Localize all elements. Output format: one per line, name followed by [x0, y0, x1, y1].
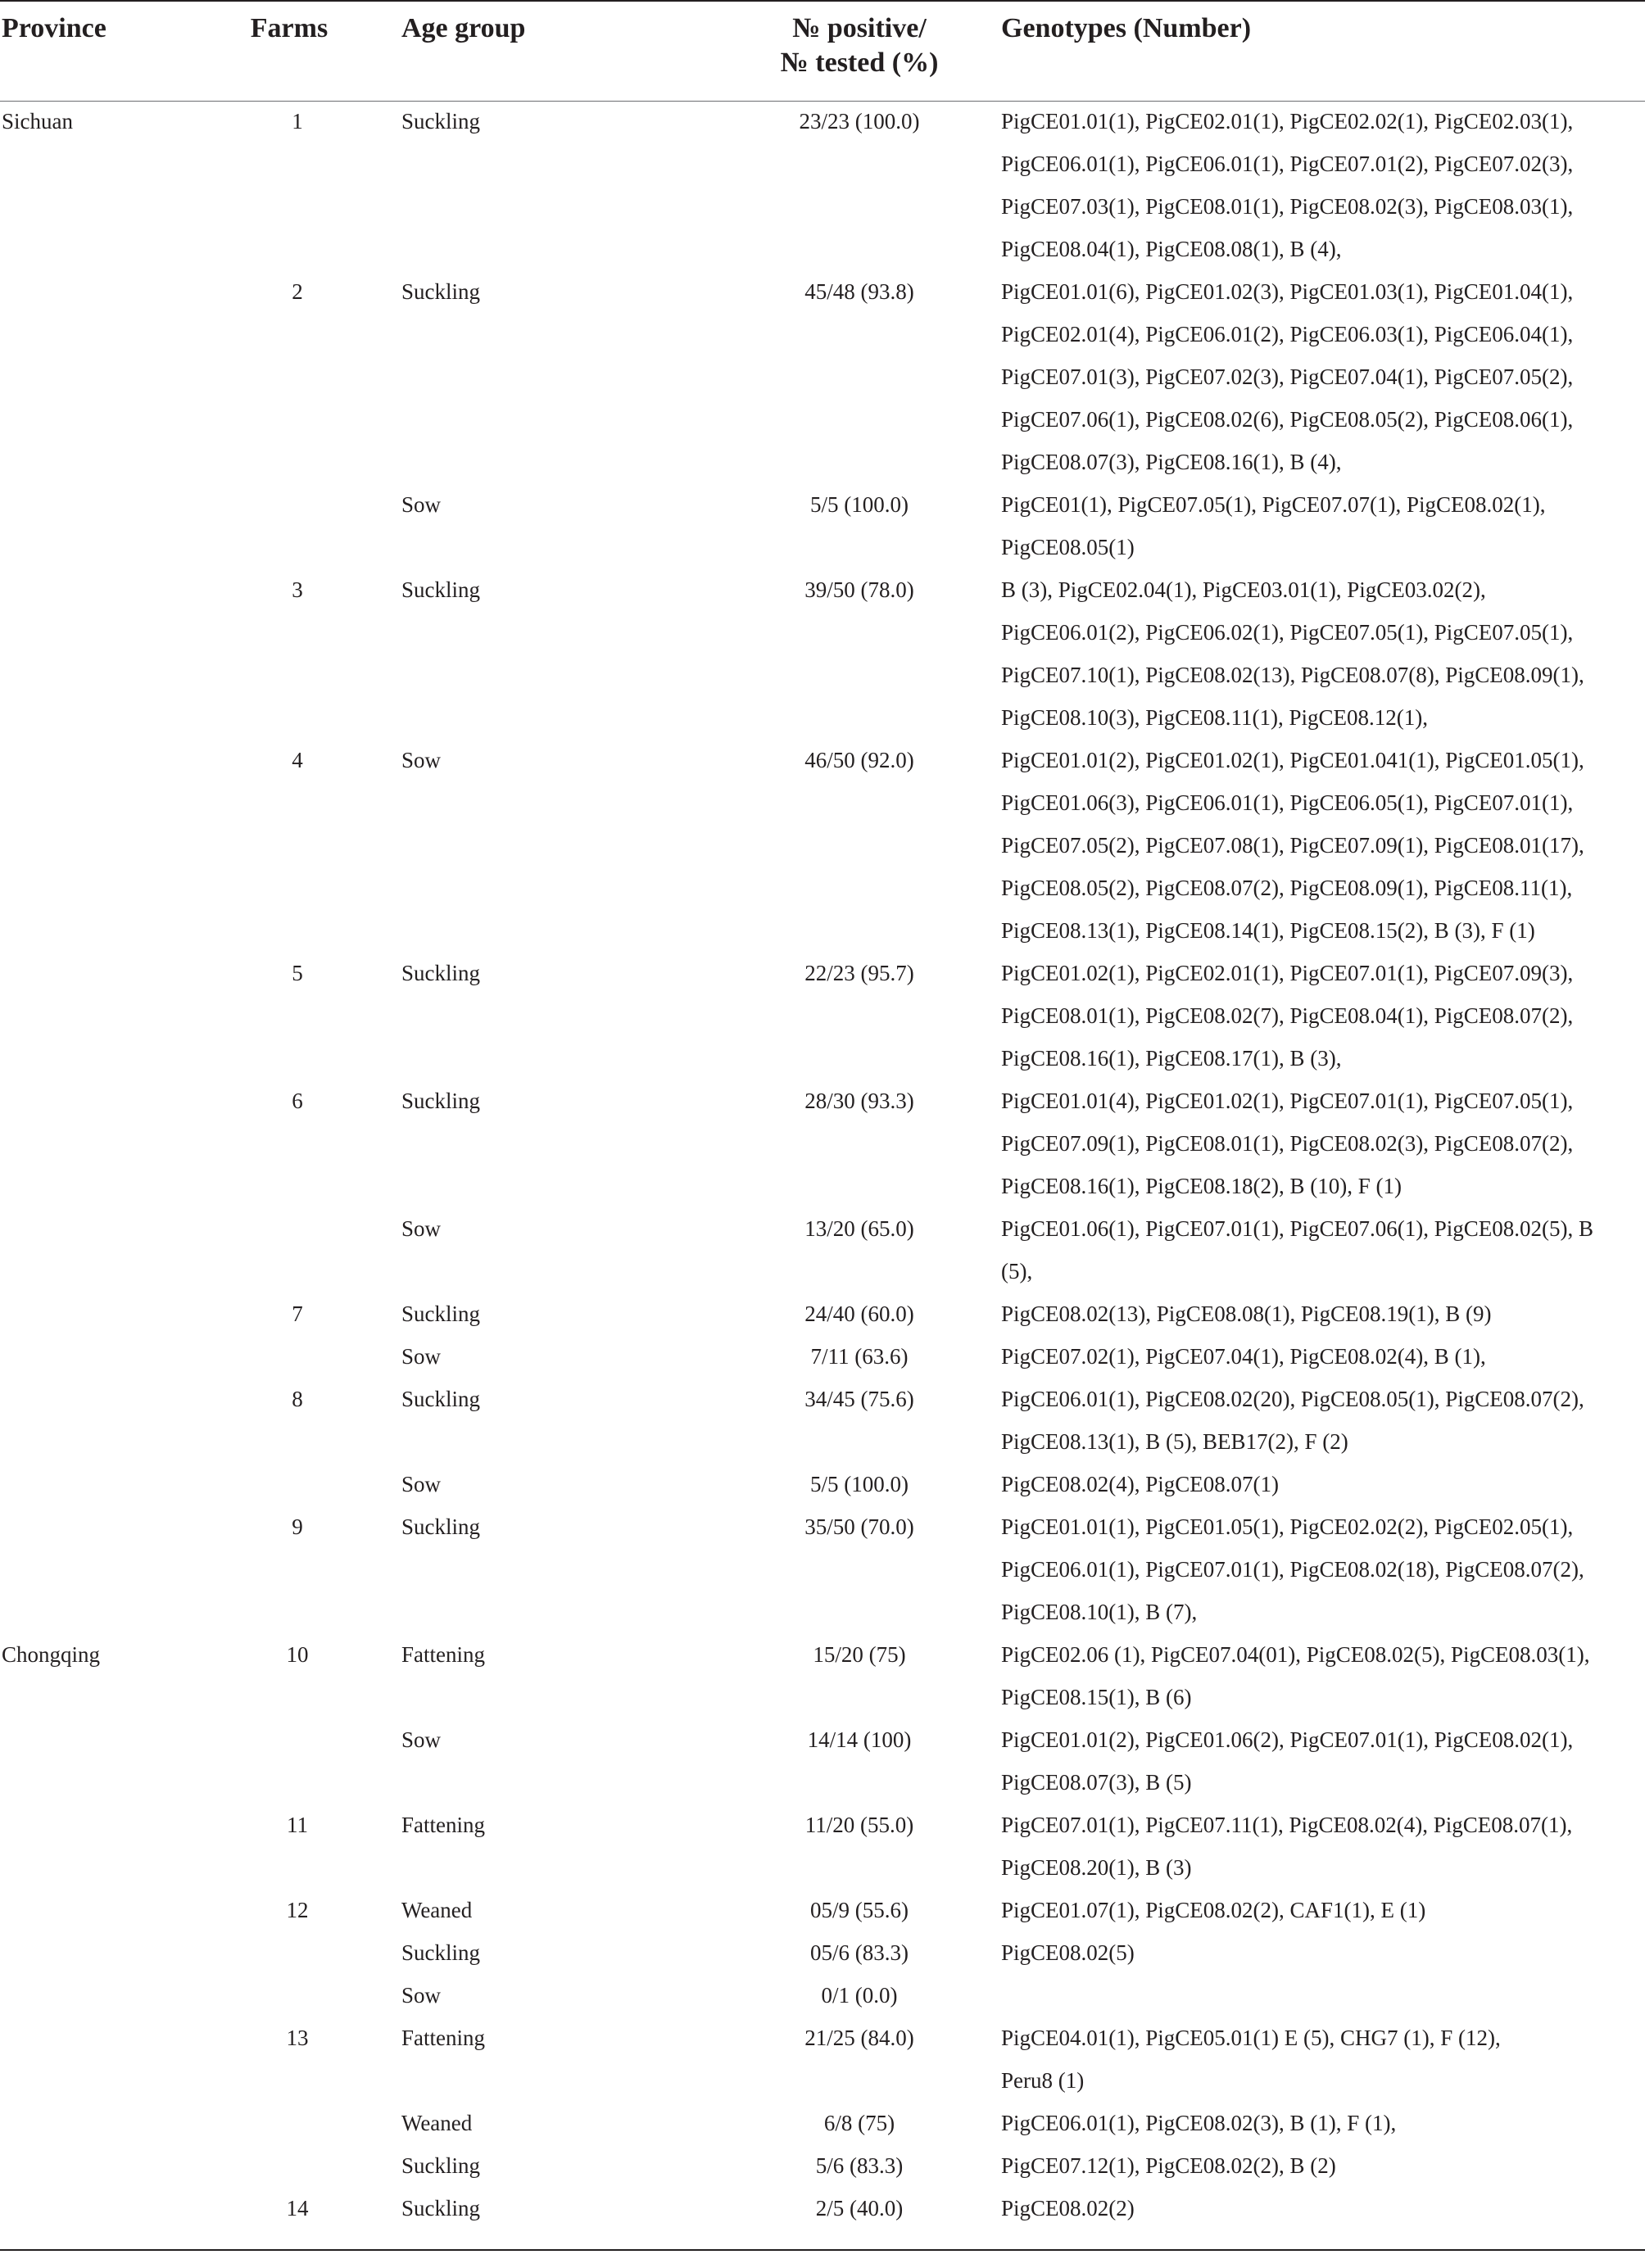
genotype-line: PigCE08.13(1), PigCE08.14(1), PigCE08.15(2), B (3), F (1) — [1001, 918, 1535, 943]
genotype-line: PigCE02.01(4), PigCE06.01(2), PigCE06.03(1), PigCE06.04(1), — [1001, 322, 1574, 346]
age-group-cell: Suckling — [401, 1514, 481, 1539]
age-group-cell: Suckling — [401, 1089, 481, 1113]
genotype-line: PigCE01.01(2), PigCE01.06(2), PigCE07.01(1), PigCE08.02(1), — [1001, 1727, 1574, 1752]
genotype-line: Peru8 (1) — [1001, 2068, 1085, 2093]
positive-tested-cell: 23/23 (100.0) — [799, 109, 920, 134]
positive-tested-cell: 6/8 (75) — [823, 2111, 895, 2135]
positive-tested-cell: 21/25 (84.0) — [804, 2026, 914, 2050]
header-farms: Farms — [250, 13, 329, 43]
genotypes-cell — [1001, 568, 1640, 739]
genotype-line: PigCE08.02(2) — [1001, 2196, 1135, 2220]
age-group-cell: Suckling — [401, 1301, 481, 1326]
farm-cell: 7 — [292, 1301, 303, 1326]
age-group-cell: Weaned — [401, 2111, 473, 2135]
positive-tested-cell: 05/6 (83.3) — [810, 1940, 909, 1965]
age-group-cell: Suckling — [401, 961, 481, 985]
genotype-line: PigCE07.01(1), PigCE07.11(1), PigCE08.02(4), PigCE08.07(1), — [1001, 1813, 1573, 1837]
positive-tested-cell: 2/5 (40.0) — [815, 2196, 904, 2220]
genotype-line: PigCE07.09(1), PigCE08.01(1), PigCE08.02(3), PigCE08.07(2), — [1001, 1131, 1574, 1156]
farm-cell: 3 — [292, 577, 303, 602]
farm-cell: 11 — [287, 1813, 308, 1837]
genotypes-cell — [1001, 2144, 1640, 2187]
farm-cell: 9 — [292, 1514, 303, 1539]
genotype-line: PigCE01.06(1), PigCE07.01(1), PigCE07.06(1), PigCE08.02(5), B — [1001, 1216, 1594, 1241]
positive-tested-cell: 45/48 (93.8) — [804, 279, 914, 304]
genotype-line: PigCE06.01(1), PigCE07.01(1), PigCE08.02(18), PigCE08.07(2), — [1001, 1557, 1584, 1582]
age-group-cell: Suckling — [401, 1940, 481, 1965]
positive-tested-cell: 24/40 (60.0) — [804, 1301, 914, 1326]
genotypes-cell — [1001, 1718, 1640, 1804]
genotypes-cell — [1001, 2187, 1640, 2230]
genotype-line: PigCE06.01(1), PigCE06.01(1), PigCE07.01(2), PigCE07.02(3), — [1001, 152, 1574, 176]
header-age-group: Age group — [401, 13, 526, 43]
genotype-line: PigCE07.05(2), PigCE07.08(1), PigCE07.09(1), PigCE08.01(17), — [1001, 833, 1584, 858]
genotypes-cell — [1001, 2102, 1640, 2144]
genotype-line: PigCE08.13(1), B (5), BEB17(2), F (2) — [1001, 1429, 1348, 1454]
age-group-cell: Suckling — [401, 279, 481, 304]
genotype-line: PigCE08.04(1), PigCE08.08(1), B (4), — [1001, 237, 1342, 261]
top-rule — [0, 0, 1645, 2]
genotypes-cell — [1001, 739, 1640, 952]
positive-tested-cell: 7/11 (63.6) — [810, 1344, 909, 1369]
genotype-line: PigCE08.02(4), PigCE08.07(1) — [1001, 1472, 1280, 1496]
genotypes-cell — [1001, 1378, 1640, 1463]
age-group-cell: Sow — [401, 1472, 442, 1496]
genotype-line: PigCE01.01(1), PigCE01.05(1), PigCE02.02(2), PigCE02.05(1), — [1001, 1514, 1574, 1539]
genotype-line: PigCE06.01(2), PigCE06.02(1), PigCE07.05(1), PigCE07.05(1), — [1001, 620, 1574, 645]
age-group-cell: Sow — [401, 1983, 442, 2008]
genotype-line: PigCE07.02(1), PigCE07.04(1), PigCE08.02(4), B (1), — [1001, 1344, 1486, 1369]
genotypes-cell — [1001, 270, 1640, 483]
genotypes-cell — [1001, 1633, 1640, 1718]
genotypes-cell — [1001, 1889, 1640, 1931]
age-group-cell: Fattening — [401, 1813, 485, 1837]
genotype-line: PigCE01(1), PigCE07.05(1), PigCE07.07(1), PigCE08.02(1), — [1001, 492, 1546, 517]
genotype-line: PigCE08.01(1), PigCE08.02(7), PigCE08.04(1), PigCE08.07(2), — [1001, 1003, 1574, 1028]
farm-cell: 13 — [286, 2026, 309, 2050]
positive-tested-cell: 05/9 (55.6) — [810, 1898, 909, 1922]
positive-tested-cell: 5/5 (100.0) — [810, 1472, 909, 1496]
positive-tested-cell: 39/50 (78.0) — [804, 577, 914, 602]
header-positive-line2: № tested (%) — [780, 48, 939, 78]
age-group-cell: Suckling — [401, 1387, 481, 1411]
genotype-line: PigCE08.10(3), PigCE08.11(1), PigCE08.12(1), — [1001, 705, 1429, 730]
age-group-cell: Sow — [401, 1727, 442, 1752]
genotype-line: PigCE02.06 (1), PigCE07.04(01), PigCE08.02(5), PigCE08.03(1), — [1001, 1642, 1590, 1667]
genotypes-cell — [1001, 952, 1640, 1080]
farm-cell: 10 — [286, 1642, 309, 1667]
genotype-line: PigCE07.01(3), PigCE07.02(3), PigCE07.04(1), PigCE07.05(2), — [1001, 364, 1574, 389]
genotype-line: PigCE07.03(1), PigCE08.01(1), PigCE08.02(3), PigCE08.03(1), — [1001, 194, 1574, 219]
positive-tested-cell: 5/6 (83.3) — [815, 2153, 904, 2178]
genotype-line: PigCE01.01(2), PigCE01.02(1), PigCE01.041(1), PigCE01.05(1), — [1001, 748, 1584, 772]
genotype-line: PigCE07.06(1), PigCE08.02(6), PigCE08.05(2), PigCE08.06(1), — [1001, 407, 1574, 432]
positive-tested-cell: 34/45 (75.6) — [804, 1387, 914, 1411]
age-group-cell: Suckling — [401, 577, 481, 602]
header-positive-tested — [698, 11, 1021, 80]
genotypes-cell — [1001, 1080, 1640, 1207]
genotypes-cell — [1001, 1335, 1640, 1378]
positive-tested-cell: 14/14 (100) — [807, 1727, 912, 1752]
genotypes-cell — [1001, 2017, 1640, 2102]
age-group-cell: Suckling — [401, 2196, 481, 2220]
age-group-cell: Sow — [401, 748, 442, 772]
positive-tested-cell: 46/50 (92.0) — [804, 748, 914, 772]
genotypes-cell — [1001, 1931, 1640, 1974]
genotype-line: PigCE08.10(1), B (7), — [1001, 1600, 1198, 1624]
genotype-line: PigCE01.01(4), PigCE01.02(1), PigCE07.01(1), PigCE07.05(1), — [1001, 1089, 1574, 1113]
age-group-cell: Weaned — [401, 1898, 473, 1922]
age-group-cell: Fattening — [401, 1642, 485, 1667]
genotype-line: B (3), PigCE02.04(1), PigCE03.01(1), PigCE03.02(2), — [1001, 577, 1486, 602]
genotype-line: PigCE01.01(6), PigCE01.02(3), PigCE01.03(1), PigCE01.04(1), — [1001, 279, 1574, 304]
genotypes-cell — [1001, 1292, 1640, 1335]
genotype-line: PigCE04.01(1), PigCE05.01(1) E (5), CHG7 (1), F (12), — [1001, 2026, 1501, 2050]
genotype-line: PigCE08.05(2), PigCE08.07(2), PigCE08.09(1), PigCE08.11(1), — [1001, 876, 1573, 900]
genotypes-cell — [1001, 1505, 1640, 1633]
bottom-rule — [0, 2249, 1645, 2251]
farm-cell: 2 — [292, 279, 303, 304]
header-genotypes: Genotypes (Number) — [1001, 13, 1252, 43]
farm-cell: 14 — [286, 2196, 309, 2220]
genotypes-cell — [1001, 100, 1640, 270]
genotype-line: PigCE07.10(1), PigCE08.02(13), PigCE08.07(8), PigCE08.09(1), — [1001, 663, 1584, 687]
genotype-line: PigCE08.16(1), PigCE08.17(1), B (3), — [1001, 1046, 1342, 1071]
genotype-line: PigCE08.15(1), B (6) — [1001, 1685, 1192, 1709]
genotypes-cell — [1001, 1463, 1640, 1505]
genotype-line: PigCE01.07(1), PigCE08.02(2), CAF1(1), E (1) — [1001, 1898, 1426, 1922]
age-group-cell: Sow — [401, 492, 442, 517]
age-group-cell: Sow — [401, 1344, 442, 1369]
genotype-line: PigCE07.12(1), PigCE08.02(2), B (2) — [1001, 2153, 1336, 2178]
genotype-line: PigCE08.16(1), PigCE08.18(2), B (10), F (1) — [1001, 1174, 1402, 1198]
positive-tested-cell: 35/50 (70.0) — [804, 1514, 914, 1539]
genotype-line: PigCE08.07(3), PigCE08.16(1), B (4), — [1001, 450, 1342, 474]
positive-tested-cell: 22/23 (95.7) — [804, 961, 914, 985]
header-positive-line1: № positive/ — [792, 13, 927, 43]
age-group-cell: Sow — [401, 1216, 442, 1241]
genotype-line: PigCE06.01(1), PigCE08.02(3), B (1), F (1), — [1001, 2111, 1397, 2135]
genotypes-cell — [1001, 483, 1640, 568]
genotypes-cell — [1001, 1207, 1640, 1292]
farm-cell: 5 — [292, 961, 303, 985]
positive-tested-cell: 0/1 (0.0) — [821, 1983, 898, 2008]
province-cell: Sichuan — [2, 109, 73, 134]
province-cell: Chongqing — [2, 1642, 101, 1667]
genotype-line: PigCE08.05(1) — [1001, 535, 1135, 559]
genotype-line: PigCE06.01(1), PigCE08.02(20), PigCE08.05(1), PigCE08.07(2), — [1001, 1387, 1584, 1411]
genotype-line: PigCE01.06(3), PigCE06.01(1), PigCE06.05(1), PigCE07.01(1), — [1001, 790, 1574, 815]
age-group-cell: Suckling — [401, 109, 481, 134]
positive-tested-cell: 5/5 (100.0) — [810, 492, 909, 517]
genotype-line: PigCE01.01(1), PigCE02.01(1), PigCE02.02(1), PigCE02.03(1), — [1001, 109, 1574, 134]
genotype-line: (5), — [1001, 1259, 1033, 1283]
age-group-cell: Suckling — [401, 2153, 481, 2178]
farm-cell: 8 — [292, 1387, 303, 1411]
genotype-line: PigCE08.20(1), B (3) — [1001, 1855, 1192, 1880]
farm-cell: 1 — [292, 109, 303, 134]
header-province: Province — [2, 13, 106, 43]
positive-tested-cell: 11/20 (55.0) — [804, 1813, 914, 1837]
farm-cell: 4 — [292, 748, 303, 772]
genotype-line: PigCE08.07(3), B (5) — [1001, 1770, 1192, 1795]
genotype-line: PigCE01.02(1), PigCE02.01(1), PigCE07.01(1), PigCE07.09(3), — [1001, 961, 1574, 985]
positive-tested-cell: 13/20 (65.0) — [804, 1216, 914, 1241]
genotype-line: PigCE08.02(5) — [1001, 1940, 1135, 1965]
age-group-cell: Fattening — [401, 2026, 485, 2050]
positive-tested-cell: 15/20 (75) — [813, 1642, 906, 1667]
farm-cell: 12 — [286, 1898, 309, 1922]
farm-cell: 6 — [292, 1089, 303, 1113]
genotypes-cell — [1001, 1804, 1640, 1889]
positive-tested-cell: 28/30 (93.3) — [804, 1089, 914, 1113]
genotype-line: PigCE08.02(13), PigCE08.08(1), PigCE08.19(1), B (9) — [1001, 1301, 1492, 1326]
